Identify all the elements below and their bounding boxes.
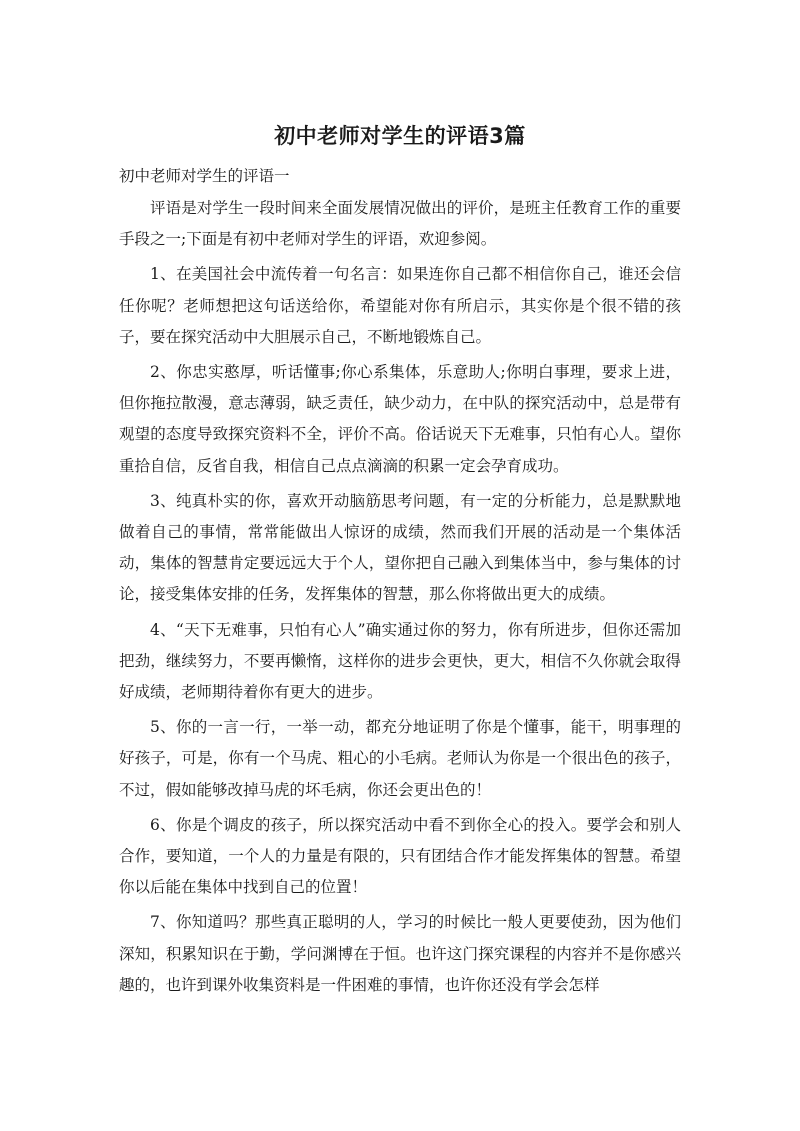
paragraph-comment-3: 3、纯真朴实的你，喜欢开动脑筋思考问题，有一定的分析能力，总是默默地做着自己的事情，常常能做出人惊讶的成绩，然而我们开展的活动是一个集体活动，集体的智慧肯定要远远大于个人，望你把自己融入到集体当中，参与集体的讨论，接受集体安排的任务，发挥集体的智慧，那么你将做出更大的成绩。 xyxy=(119,491,681,604)
paragraph-comment-1: 1、在美国社会中流传着一句名言：如果连你自己都不相信你自己，谁还会信任你呢？老师想把这句话送给你，希望能对你有所启示，其实你是个很不错的孩子，要在探究活动中大胆展示自己，不断地锻炼自己。 xyxy=(119,265,681,346)
document-title: 初中老师对学生的评语3篇 xyxy=(274,124,526,148)
document-body xyxy=(119,193,681,1005)
paragraph-comment-7: 7、你知道吗？那些真正聪明的人，学习的时候比一般人更要使劲，因为他们深知，积累知识在于勤，学问渊博在于恒。也许这门探究课程的内容并不是你感兴趣的，也许到课外收集资料是一件困难的事情，也许你还没有学会怎样 xyxy=(119,913,681,994)
paragraph-comment-5: 5、你的一言一行，一举一动，都充分地证明了你是个懂事，能干，明事理的好孩子，可是，你有一个马虎、粗心的小毛病。老师认为你是一个很出色的孩子，不过，假如能够改掉马虎的坏毛病，你还会更出色的！ xyxy=(119,718,681,799)
section-heading: 初中老师对学生的评语一 xyxy=(119,167,290,185)
paragraph-intro: 评语是对学生一段时间来全面发展情况做出的评价，是班主任教育工作的重要手段之一;下面是有初中老师对学生的评语，欢迎参阅。 xyxy=(119,199,681,249)
paragraph-comment-6: 6、你是个调皮的孩子，所以探究活动中看不到你全心的投入。要学会和别人合作，要知道，一个人的力量是有限的，只有团结合作才能发挥集体的智慧。希望你以后能在集体中找到自己的位置！ xyxy=(119,815,681,897)
paragraph-comment-4: 4、“天下无难事，只怕有心人”确实通过你的努力，你有所进步，但你还需加把劲，继续努力，不要再懒惰，这样你的进步会更快，更大，相信不久你就会取得好成绩，老师期待着你有更大的进步。 xyxy=(119,620,681,702)
paragraph-comment-2: 2、你忠实憨厚，听话懂事;你心系集体，乐意助人;你明白事理，要求上进，但你拖拉散漫，意志薄弱，缺乏责任，缺少动力，在中队的探究活动中，总是带有观望的态度导致探究资料不全，评价不高。俗话说天下无难事，只怕有心人。望你重拾自信，反省自我，相信自己点点滴滴的积累一定会孕育成功。 xyxy=(119,363,681,475)
